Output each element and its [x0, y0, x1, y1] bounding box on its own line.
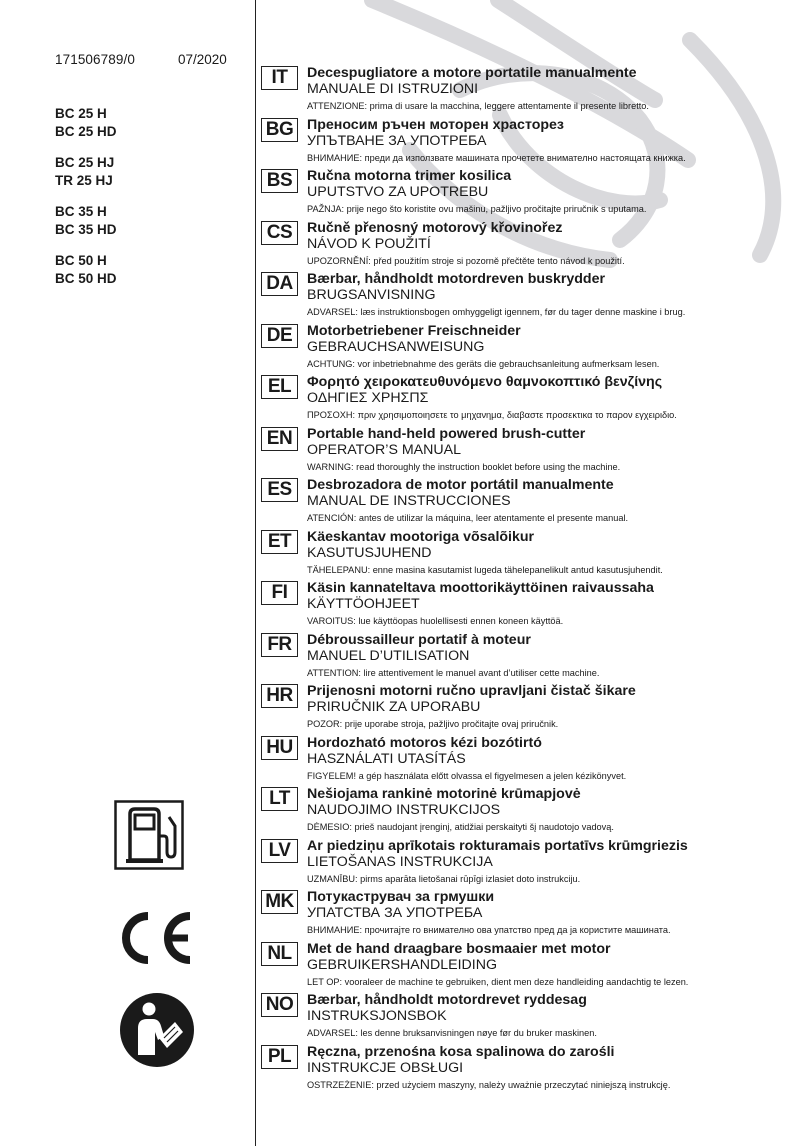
language-code: MK [261, 890, 298, 914]
warning-text: FIGYELEM! a gép használata előtt olvassa el figyelmesen a jelen kézikönyvet. [307, 770, 627, 781]
manual-title: Bærbar, håndholdt motordrevet ryddesag [307, 992, 587, 1008]
language-entry-da [0, 270, 808, 322]
model-name: BC 50 HD [55, 270, 117, 286]
manual-subtitle: УПАТСТВА ЗА УПОТРЕБА [307, 905, 483, 921]
manual-title: Prijenosni motorni ručno upravljani čistač šikare [307, 683, 636, 699]
manual-title: Käsin kannateltava moottorikäyttöinen raivaussaha [307, 580, 654, 596]
ce-mark-icon [112, 908, 196, 968]
manual-subtitle: MANUAL DE INSTRUCCIONES [307, 493, 511, 509]
language-code: EL [261, 375, 298, 399]
warning-text: ВНИМАНИЕ: преди да използвате машината прочетете внимателно настоящата книжка. [307, 152, 686, 163]
manual-subtitle: УПЪТВАНЕ ЗА УПОТРЕБА [307, 132, 487, 149]
manual-title: Desbrozadora de motor portátil manualmente [307, 477, 614, 493]
warning-text: WARNING: read thoroughly the instruction booklet before using the machine. [307, 461, 621, 472]
language-code: LV [261, 839, 298, 863]
manual-title: Portable hand-held powered brush-cutter [307, 425, 586, 442]
language-code: PL [261, 1045, 298, 1069]
warning-text: ВНИМАНИЕ: прочитајте го внимателно ова упатство пред да ја користите машината. [307, 925, 671, 935]
language-code: BG [261, 118, 298, 142]
manual-subtitle: MANUEL D’UTILISATION [307, 647, 470, 664]
warning-text: DĖMESIO: prieš naudojant įrenginį, atidžiai perskaityti šį naudotojo vadovą. [307, 822, 614, 832]
manual-title: Ręczna, przenośna kosa spalinowa do zarośli [307, 1043, 615, 1060]
warning-text: ADVARSEL: læs instruktionsbogen omhyggeligt igennem, før du tager denne maskine i brug. [307, 307, 686, 317]
model-name: BC 25 HJ [55, 155, 115, 170]
manual-title: Débroussailleur portatif à moteur [307, 631, 531, 648]
language-entry-cs [0, 219, 808, 271]
language-entry-fi [0, 579, 808, 631]
language-entry-de [0, 322, 808, 374]
language-entry-el [0, 373, 808, 425]
warning-text: UPOZORNĚNÍ: před použitím stroje si pozorně přečtěte tento návod k použití. [307, 255, 625, 266]
warning-text: ATTENZIONE: prima di usare la macchina, leggere attentamente il presente libretto. [307, 101, 649, 111]
warning-text: ADVARSEL: les denne bruksanvisningen nøye før du bruker maskinen. [307, 1028, 597, 1038]
language-entry-et [0, 528, 808, 580]
warning-text: LET OP: vooraleer de machine te gebruiken, dient men deze handleiding aandachtig te lezen. [307, 976, 689, 987]
manual-title: Φορητό χειροκατευθυνόμενο θαμνοκοπτικό βενζίνης [307, 374, 663, 390]
manual-subtitle: PRIRUČNIK ZA UPORABU [307, 699, 481, 715]
warning-text: PAŽNJA: prije nego što koristite ovu mašinu, pažljivo pročitajte priručnik s uputama. [307, 204, 647, 214]
language-code: NL [261, 942, 298, 966]
warning-text: OSTRZEŻENIE: przed użyciem maszyny, należy uważnie przeczytać niniejszą instrukcję. [307, 1079, 671, 1090]
manual-title: Ručna motorna trimer kosilica [307, 168, 512, 184]
manual-subtitle: HASZNÁLATI UTASÍTÁS [307, 750, 466, 767]
warning-text: VAROITUS: lue käyttöopas huolellisesti ennen koneen käyttöä. [307, 616, 564, 626]
language-code: HR [261, 684, 298, 708]
manual-subtitle: NÁVOD K POUŽITÍ [307, 235, 431, 252]
language-code: NO [261, 993, 298, 1017]
language-code: LT [261, 787, 298, 811]
model-name: BC 35 HD [55, 221, 117, 237]
manual-subtitle: INSTRUKSJONSBOK [307, 1008, 447, 1024]
manual-title: Hordozható motoros kézi bozótirtó [307, 734, 542, 751]
language-code: ET [261, 530, 298, 554]
manual-title: Преносим ръчен моторен храсторез [307, 116, 564, 133]
language-entry-fr [0, 631, 808, 683]
language-entry-bs [0, 167, 808, 219]
manual-subtitle: BRUGSANVISNING [307, 287, 436, 303]
language-entry-hu [0, 734, 808, 786]
language-code: ES [261, 478, 298, 502]
manual-subtitle: ΟΔΗΓΙΕΣ ΧΡΗΣΠΣ [307, 390, 429, 406]
language-code: EN [261, 427, 298, 451]
manual-title: Ar piedziņu aprīkotais rokturamais portatīvs krūmgriezis [307, 837, 688, 854]
language-code: CS [261, 221, 298, 245]
manual-title: Потукаструвач за грмушки [307, 889, 495, 905]
warning-text: ACHTUNG: vor inbetriebnahme des geräts die gebrauchsanleitung aufmerksam lesen. [307, 358, 660, 369]
language-code: DA [261, 272, 298, 296]
manual-title: Käeskantav mootoriga võsalõikur [307, 528, 535, 545]
model-name: BC 25 HD [55, 123, 117, 139]
manual-subtitle: NAUDOJIMO INSTRUKCIJOS [307, 802, 501, 818]
language-entry-it [0, 64, 808, 116]
language-code: DE [261, 324, 298, 348]
manual-title: Nešiojama rankinė motorinė krūmapjovė [307, 786, 581, 802]
manual-title: Motorbetriebener Freischneider [307, 322, 521, 339]
language-code: BS [261, 169, 298, 193]
manual-subtitle: OPERATOR’S MANUAL [307, 441, 461, 458]
model-name: TR 25 HJ [55, 172, 113, 188]
warning-text: TÄHELEPANU: enne masina kasutamist lugeda tähelepanelikult antud kasutusjuhendit. [307, 564, 663, 575]
model-name: BC 50 H [55, 253, 107, 268]
fuel-pump-icon [114, 800, 184, 870]
read-manual-icon [119, 992, 195, 1068]
language-code: HU [261, 736, 298, 760]
manual-subtitle: GEBRUIKERSHANDLEIDING [307, 956, 497, 973]
document-number: 171506789/0 [55, 52, 135, 67]
manual-subtitle: INSTRUKCJE OBSŁUGI [307, 1059, 464, 1076]
warning-text: UZMANĪBU: pirms aparāta lietošanai rūpīgi izlasiet doto instrukciju. [307, 873, 581, 884]
language-code: FI [261, 581, 298, 605]
manual-subtitle: KÄYTTÖOHJEET [307, 596, 420, 612]
manual-title: Ručně přenosný motorový křovinořez [307, 219, 563, 236]
language-entry-bg [0, 116, 808, 168]
warning-text: ATTENTION: lire attentivement le manuel avant d’utiliser cette machine. [307, 667, 600, 678]
manual-title: Bærbar, håndholdt motordreven buskrydder [307, 271, 605, 287]
manual-subtitle: UPUTSTVO ZA UPOTREBU [307, 184, 489, 200]
document-date: 07/2020 [178, 52, 227, 67]
manual-subtitle: KASUTUSJUHEND [307, 544, 432, 561]
model-name: BC 25 H [55, 106, 107, 121]
manual-subtitle: LIETOŠANAS INSTRUKCIJA [307, 853, 493, 870]
language-entry-en [0, 425, 808, 477]
manual-title: Decespugliatore a motore portatile manualmente [307, 65, 637, 81]
warning-text: ATENCIÓN: antes de utilizar la máquina, leer atentamente el presente manual. [307, 513, 629, 523]
manual-subtitle: MANUALE DI ISTRUZIONI [307, 81, 479, 97]
model-name: BC 35 H [55, 204, 107, 219]
manual-title: Met de hand draagbare bosmaaier met motor [307, 940, 611, 957]
warning-text: ΠΡΟΣΟΧΗ: πριν χρησιμοποιησετε το μηχανημα, διαβαστε προσεκτικα το παρον εγχειριδιο. [307, 410, 677, 420]
manual-subtitle: GEBRAUCHSANWEISUNG [307, 338, 485, 355]
language-code: FR [261, 633, 298, 657]
language-entry-es [0, 476, 808, 528]
language-code: IT [261, 66, 298, 90]
language-entry-hr [0, 682, 808, 734]
warning-text: POZOR: prije uporabe stroja, pažljivo pročitajte ovaj priručnik. [307, 719, 559, 729]
